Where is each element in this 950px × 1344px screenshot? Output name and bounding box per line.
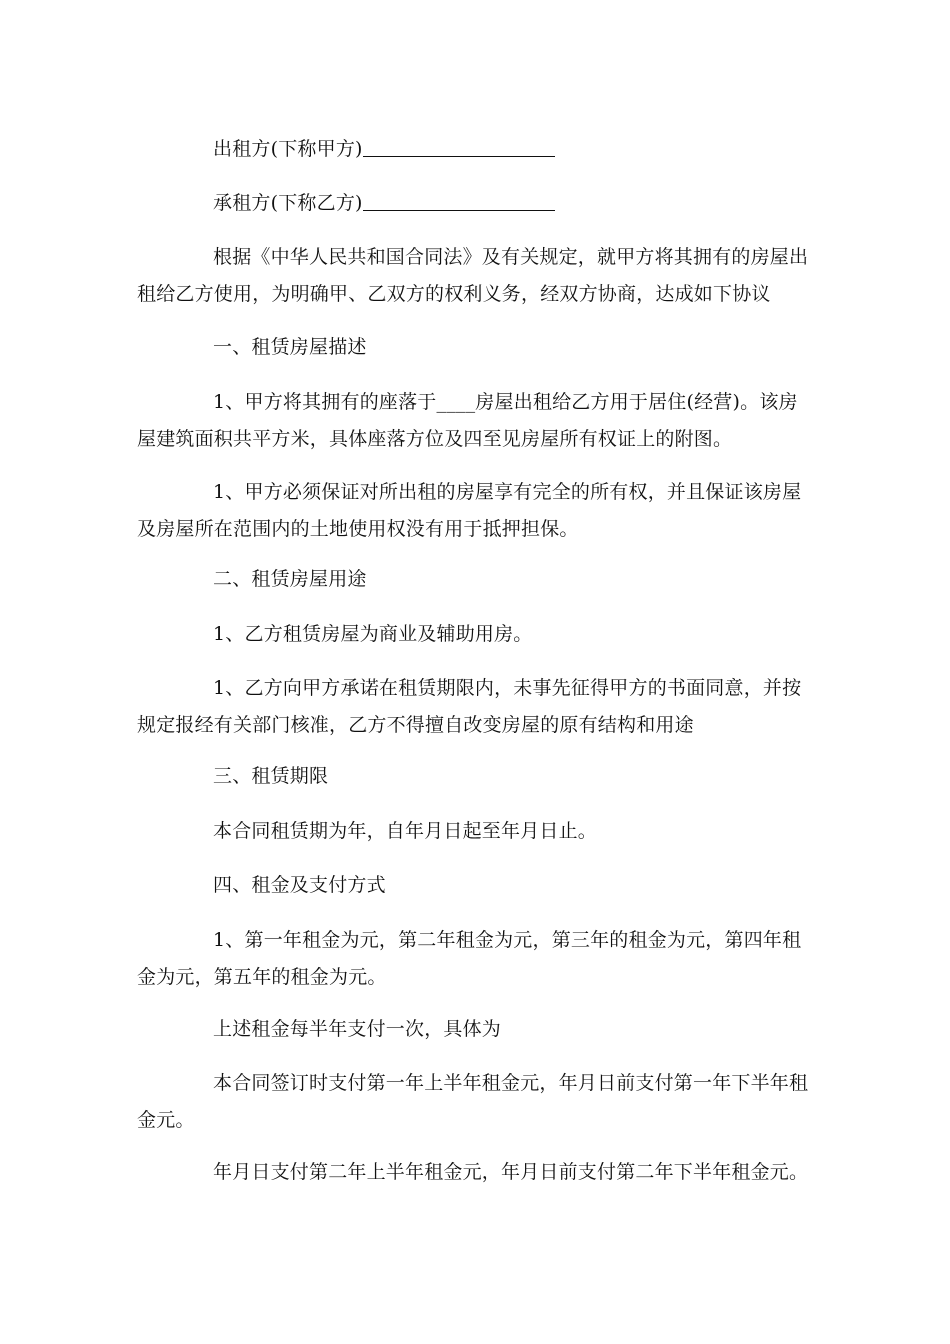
section4-payment1: 本合同签订时支付第一年上半年租金元，年月日前支付第一年下半年租金元。 (137, 1072, 809, 1131)
section4-title: 四、租金及支付方式 (213, 874, 386, 896)
section1-title: 一、租赁房屋描述 (213, 336, 367, 358)
section2-item1: 1、乙方租赁房屋为商业及辅助用房。 (213, 623, 533, 645)
lessor-line (137, 131, 813, 168)
section2-item2: 1、乙方向甲方承诺在租赁期限内，未事先征得甲方的书面同意，并按规定报经有关部门核准，乙方不得擅自改变房屋的原有结构和用途 (137, 677, 802, 736)
lessor-blank (363, 138, 555, 157)
section3-text: 本合同租赁期为年，自年月日起至年月日止。 (213, 820, 598, 842)
lessor-label: 出租方(下称甲方) (213, 138, 363, 160)
section3-title: 三、租赁期限 (213, 765, 329, 787)
section4-payment2: 年月日支付第二年上半年租金元，年月日前支付第二年下半年租金元。 (213, 1161, 809, 1183)
section1-item1: 1、甲方将其拥有的座落于____房屋出租给乙方用于居住(经营)。该房屋建筑面积共平方米，具体座落方位及四至见房屋所有权证上的附图。 (137, 391, 798, 450)
section2-title: 二、租赁房屋用途 (213, 568, 367, 590)
section4-payment-cycle: 上述租金每半年支付一次，具体为 (213, 1018, 502, 1040)
lessee-line (137, 185, 813, 222)
lessee-label: 承租方(下称乙方) (213, 192, 363, 214)
section4-item1: 1、第一年租金为元，第二年租金为元，第三年的租金为元，第四年租金为元，第五年的租金为元。 (137, 929, 802, 988)
section1-item2: 1、甲方必须保证对所出租的房屋享有完全的所有权，并且保证该房屋及房屋所在范围内的土地使用权没有用于抵押担保。 (137, 481, 802, 540)
lessee-blank (363, 192, 555, 211)
intro-paragraph: 根据《中华人民共和国合同法》及有关规定，就甲方将其拥有的房屋出租给乙方使用，为明确甲、乙双方的权利义务，经双方协商，达成如下协议 (137, 246, 809, 305)
